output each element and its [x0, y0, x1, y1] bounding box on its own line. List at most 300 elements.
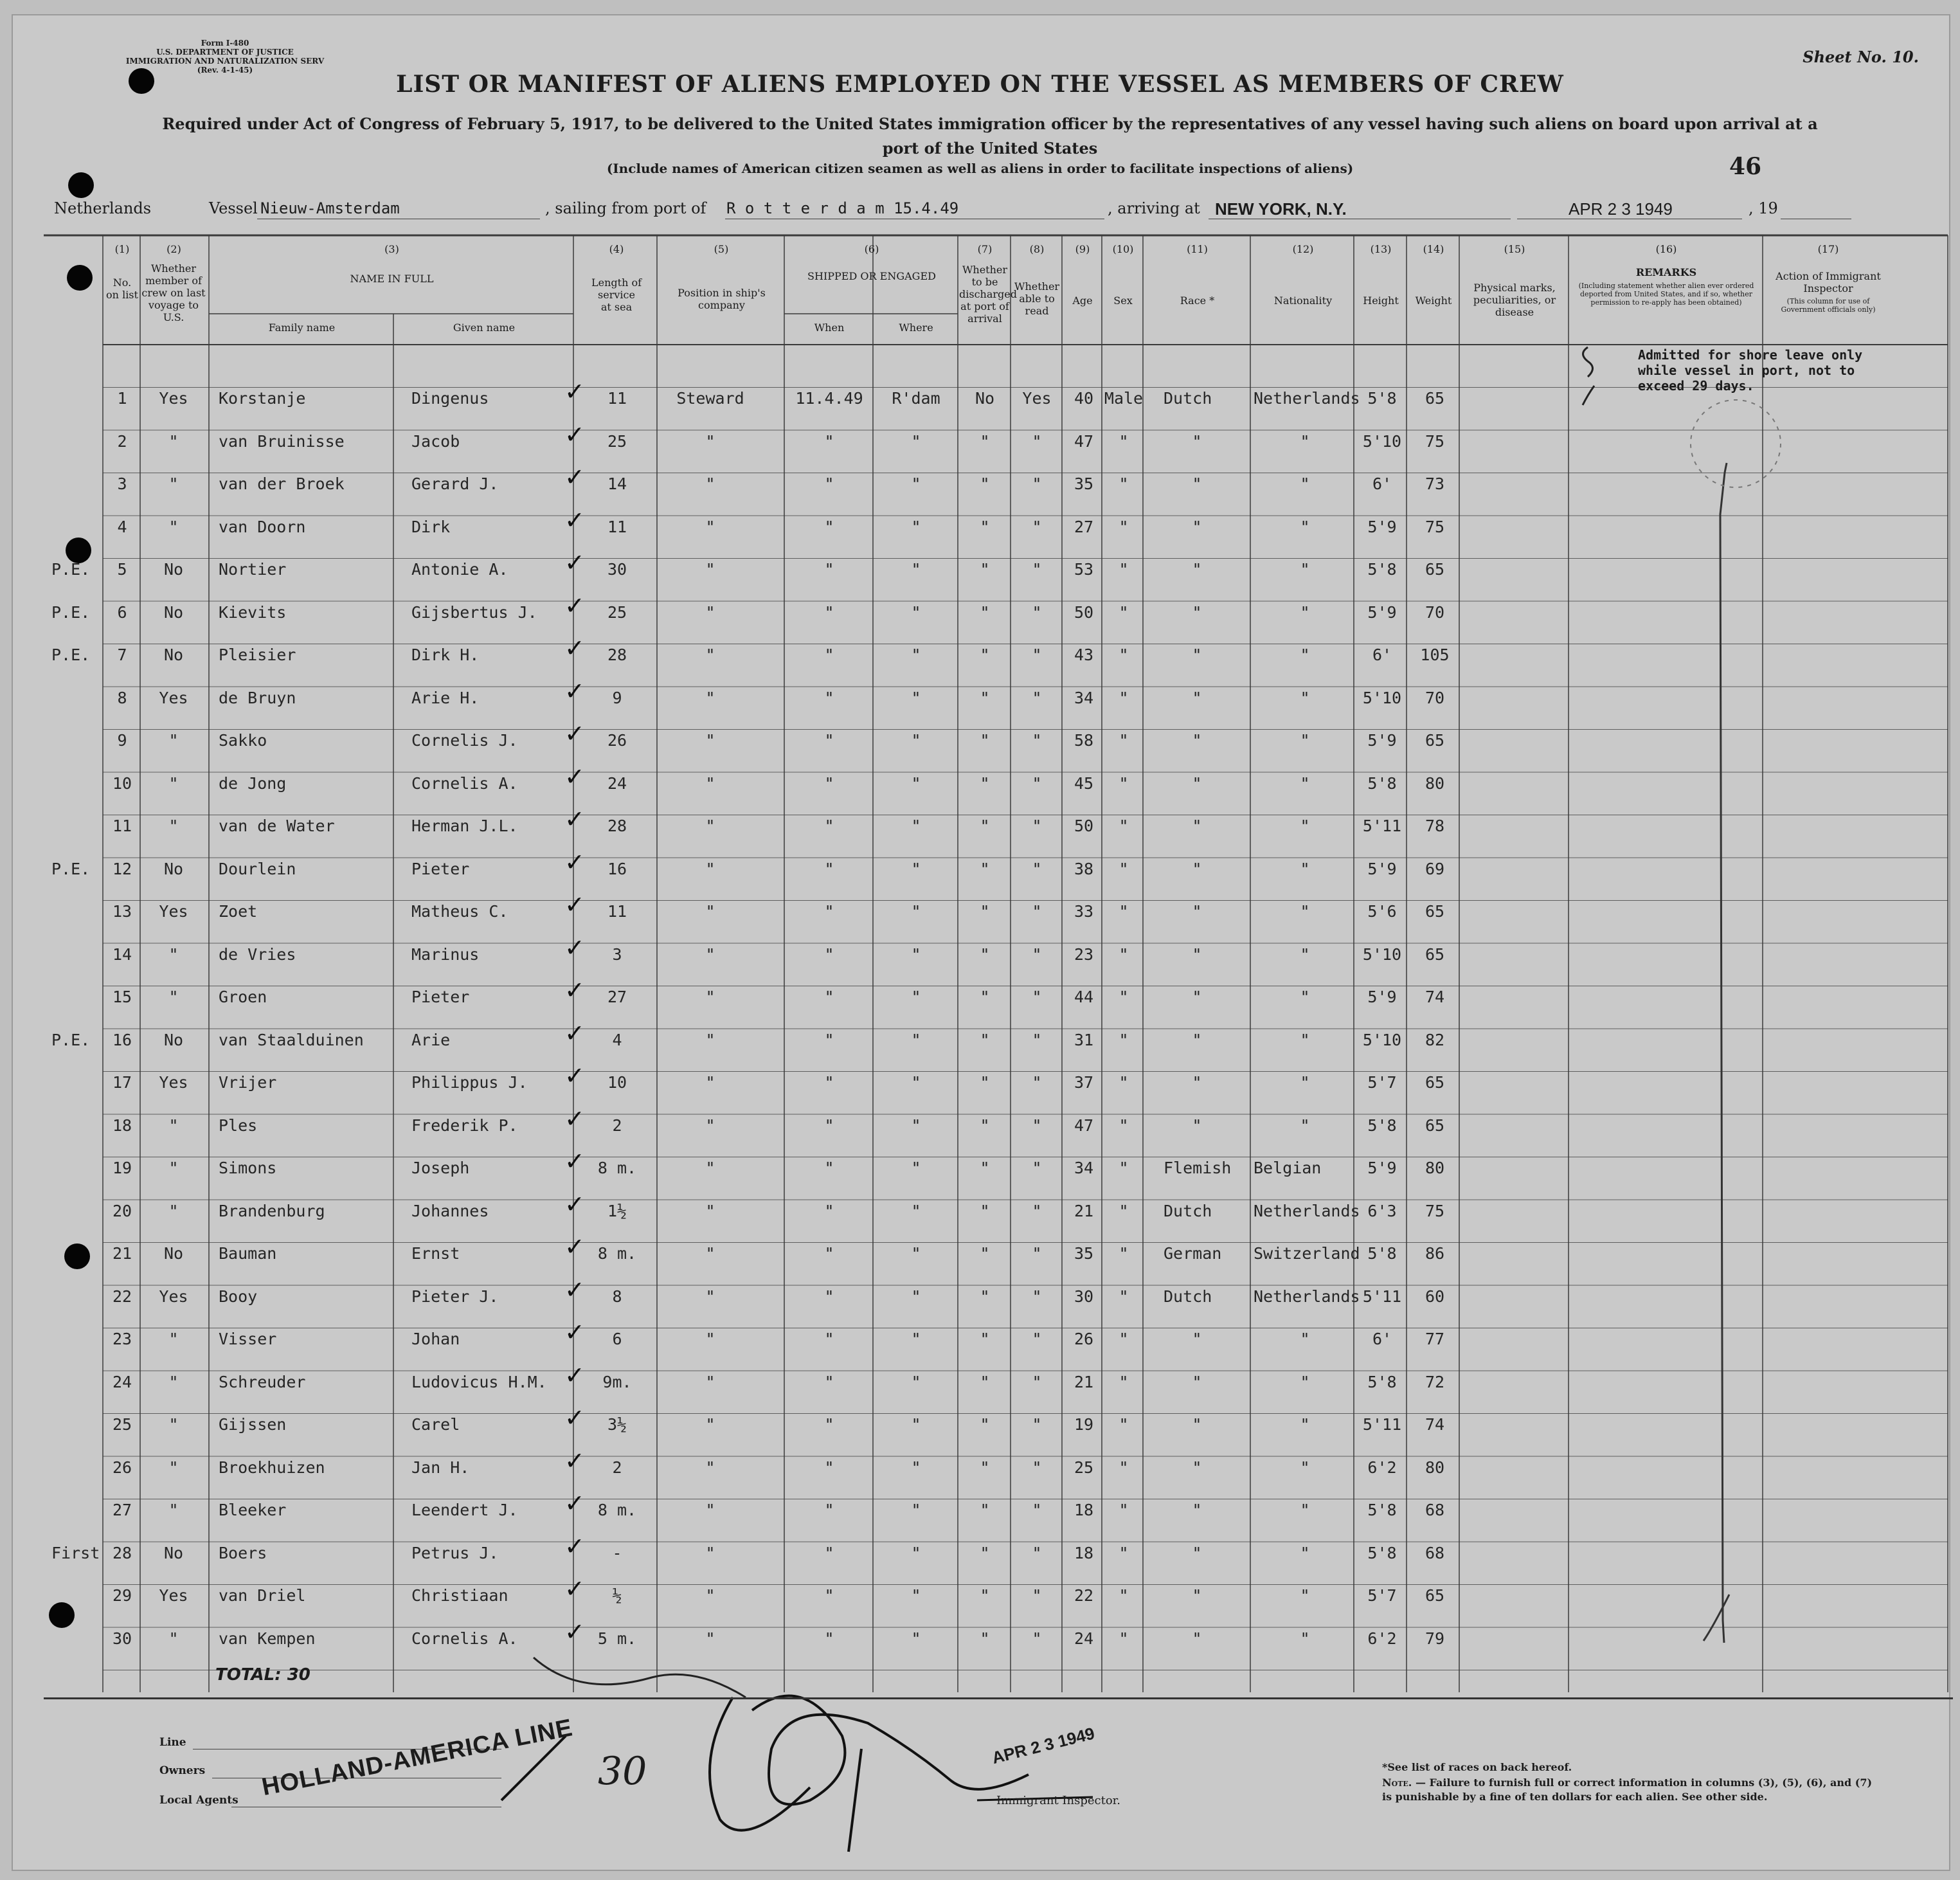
cell-read: "	[1032, 1543, 1042, 1562]
cell-no: 21	[112, 1244, 132, 1263]
department-name: U.S. DEPARTMENT OF JUSTICE	[156, 48, 294, 57]
cell-prev: "	[168, 517, 179, 536]
cell-nationality: "	[1300, 1629, 1310, 1648]
cell-service: 25	[607, 602, 627, 622]
cell-age: 45	[1074, 773, 1094, 793]
cell-no: 2	[117, 431, 127, 451]
cell-age: 43	[1074, 646, 1094, 664]
cell-family: Vrijer	[219, 1073, 277, 1092]
cell-age: 35	[1074, 1244, 1094, 1263]
cell-weight: 68	[1425, 1501, 1445, 1519]
cell-nationality: "	[1300, 688, 1310, 707]
cell-family: Zoet	[219, 902, 258, 921]
cell-when: "	[824, 1244, 834, 1263]
cell-no: 16	[112, 1030, 132, 1049]
cell-age: 18	[1074, 1543, 1094, 1562]
cell-discharged: "	[980, 1116, 990, 1135]
inspection-date-stamp: APR 2 3 1949	[990, 1723, 1097, 1768]
cell-weight: 60	[1425, 1287, 1445, 1306]
cell-discharged: "	[980, 475, 990, 493]
cell-weight: 65	[1425, 1116, 1445, 1135]
col-13-number: (13)	[1370, 243, 1392, 255]
cell-position: "	[705, 945, 715, 964]
col-8-number: (8)	[1029, 243, 1045, 255]
cell-where: "	[911, 1629, 921, 1648]
check-mark: ✓	[564, 1233, 585, 1261]
cell-service: 5 m.	[597, 1629, 637, 1648]
cell-nationality: "	[1300, 945, 1310, 964]
cell-discharged: "	[980, 1543, 990, 1562]
cell-discharged: "	[980, 773, 990, 793]
cell-discharged: "	[980, 1159, 990, 1177]
col-1-header: No. on list	[106, 276, 138, 301]
cell-service: 8 m.	[597, 1501, 637, 1519]
cell-family: van Bruinisse	[219, 431, 345, 451]
cell-service: 3	[612, 945, 622, 964]
cell-prev: No	[163, 1543, 184, 1562]
cell-height: 5'10	[1362, 688, 1402, 707]
cell-height: 5'11	[1362, 1287, 1402, 1306]
check-mark: ✓	[564, 1018, 585, 1047]
cell-family: Kievits	[219, 602, 287, 622]
cell-where: "	[911, 1244, 921, 1263]
cell-given: Johan	[411, 1330, 460, 1348]
service-name: IMMIGRATION AND NATURALIZATION SERV	[125, 57, 325, 66]
cell-discharged: "	[980, 1586, 990, 1605]
cell-where: "	[911, 1116, 921, 1135]
cell-nationality: "	[1300, 1330, 1310, 1348]
cell-age: 47	[1074, 431, 1094, 451]
cell-given: Arie	[411, 1030, 451, 1049]
col-4-header: Length of service at sea	[591, 276, 642, 313]
cell-prev: Yes	[159, 1287, 188, 1306]
cell-weight: 80	[1425, 1458, 1445, 1477]
cell-given: Arie H.	[411, 688, 480, 707]
cell-prev: "	[168, 945, 179, 964]
cell-no: 6	[117, 602, 127, 622]
cell-nationality: "	[1300, 731, 1310, 750]
given-name-header: Given name	[453, 321, 516, 334]
cell-read: "	[1032, 431, 1042, 451]
cell-read: "	[1032, 859, 1042, 878]
col-7-number: (7)	[977, 243, 993, 255]
cell-prev: "	[168, 1372, 179, 1391]
cell-family: Broekhuizen	[219, 1458, 325, 1477]
col-1-number: (1)	[114, 243, 130, 255]
cell-sex: "	[1119, 988, 1129, 1006]
cell-age: 37	[1074, 1073, 1094, 1092]
cell-when: "	[824, 731, 834, 750]
cell-height: 5'8	[1367, 1244, 1397, 1263]
cell-discharged: "	[980, 1073, 990, 1092]
family-name-header: Family name	[268, 321, 336, 334]
cell-family: Groen	[219, 988, 267, 1006]
cell-discharged: "	[980, 646, 990, 664]
cell-age: 30	[1074, 1287, 1094, 1306]
cell-when: "	[824, 688, 834, 707]
cell-height: 5'10	[1362, 431, 1402, 451]
cell-sex: "	[1119, 1372, 1129, 1391]
cell-height: 6'	[1372, 1330, 1392, 1348]
cell-weight: 65	[1425, 560, 1445, 579]
cell-given: Antonie A.	[411, 560, 508, 579]
cell-given: Pieter	[411, 859, 470, 878]
cell-service: 8 m.	[597, 1159, 637, 1177]
inspector-initials	[1583, 347, 1594, 405]
cell-height: 5'11	[1362, 1415, 1402, 1434]
cell-race: "	[1192, 431, 1202, 451]
check-mark: ✓	[564, 1446, 585, 1475]
cell-discharged: "	[980, 517, 990, 536]
cell-no: 19	[112, 1159, 132, 1177]
cell-service: 16	[607, 859, 627, 878]
cell-discharged: "	[980, 945, 990, 964]
cell-where: "	[911, 1372, 921, 1391]
cell-age: 27	[1074, 517, 1094, 536]
cell-discharged: "	[980, 817, 990, 835]
cell-pre: P.E.	[51, 560, 91, 579]
cell-sex: "	[1119, 1501, 1129, 1519]
cell-given: Johannes	[411, 1201, 489, 1220]
cell-read: "	[1032, 1586, 1042, 1605]
col-6-number: (6)	[864, 243, 879, 255]
cell-height: 6'	[1372, 475, 1392, 493]
cell-family: Booy	[219, 1287, 258, 1306]
cell-when: "	[824, 1372, 834, 1391]
cell-read: "	[1032, 1415, 1042, 1434]
cell-sex: "	[1119, 945, 1129, 964]
cell-given: Jan H.	[411, 1458, 470, 1477]
cell-where: "	[911, 1501, 921, 1519]
col-11-number: (11)	[1187, 243, 1208, 255]
cell-where: "	[911, 1543, 921, 1562]
check-mark: ✓	[564, 976, 585, 1004]
cell-given: Gijsbertus J.	[411, 602, 537, 622]
cell-position: "	[705, 817, 715, 835]
voyage-flag: Netherlands	[54, 199, 152, 217]
cell-read: "	[1032, 817, 1042, 835]
cell-where: "	[911, 1159, 921, 1177]
cell-no: 26	[112, 1458, 132, 1477]
cell-given: Cornelis J.	[411, 731, 518, 750]
cell-no: 14	[112, 945, 132, 964]
check-mark: ✓	[564, 847, 585, 876]
check-mark: ✓	[564, 676, 585, 705]
cell-sex: Male	[1104, 389, 1144, 408]
cell-age: 50	[1074, 817, 1094, 835]
cell-when: "	[824, 1159, 834, 1177]
cell-height: 6'2	[1367, 1458, 1397, 1477]
cell-race: "	[1192, 1458, 1202, 1477]
col-16-header: REMARKS	[1635, 266, 1697, 278]
cell-where: "	[911, 1030, 921, 1049]
cell-age: 33	[1074, 902, 1094, 921]
cell-race: "	[1192, 1543, 1202, 1562]
check-mark: ✓	[564, 719, 585, 748]
form-revision: (Rev. 4-1-45)	[197, 66, 253, 75]
cell-where: "	[911, 1458, 921, 1477]
cell-no: 23	[112, 1330, 132, 1348]
cell-when: "	[824, 1501, 834, 1519]
cell-family: Ples	[219, 1116, 258, 1135]
cell-family: Dourlein	[219, 859, 296, 878]
col-10-header: Sex	[1113, 294, 1133, 307]
cell-no: 8	[117, 688, 127, 707]
total-count: TOTAL: 30	[215, 1665, 310, 1685]
cell-nationality: "	[1300, 988, 1310, 1006]
cell-service: 14	[607, 475, 627, 493]
cell-race: "	[1192, 1030, 1202, 1049]
cell-service: 26	[607, 731, 627, 750]
check-mark: ✓	[564, 762, 585, 791]
page-number: 46	[1729, 153, 1762, 180]
cell-height: 5'10	[1362, 945, 1402, 964]
cell-service: 30	[607, 560, 627, 579]
cell-discharged: "	[980, 902, 990, 921]
cell-sex: "	[1119, 817, 1129, 835]
cell-position: "	[705, 1287, 715, 1306]
cell-service: 9	[612, 688, 622, 707]
when-header: When	[814, 321, 845, 334]
cell-no: 28	[112, 1543, 132, 1562]
cell-weight: 79	[1425, 1629, 1445, 1648]
col-13-header: Height	[1363, 294, 1399, 307]
cell-when: "	[824, 1030, 834, 1049]
cell-given: Matheus C.	[411, 902, 508, 921]
cell-discharged: "	[980, 1372, 990, 1391]
check-mark: ✓	[564, 1532, 585, 1560]
cell-family: de Jong	[219, 773, 287, 793]
cell-age: 38	[1074, 859, 1094, 878]
cell-age: 24	[1074, 1629, 1094, 1648]
cell-service: 9m.	[602, 1372, 632, 1391]
cell-read: "	[1032, 1030, 1042, 1049]
cell-family: Gijssen	[219, 1415, 287, 1434]
cell-age: 53	[1074, 560, 1094, 579]
cell-sex: "	[1119, 1458, 1129, 1477]
cell-read: "	[1032, 602, 1042, 622]
cell-family: van Driel	[219, 1586, 306, 1605]
cell-nationality: "	[1300, 517, 1310, 536]
cell-discharged: "	[980, 560, 990, 579]
cell-weight: 65	[1425, 731, 1445, 750]
cell-position: "	[705, 1330, 715, 1348]
cell-height: 5'9	[1367, 731, 1397, 750]
col-12-header: Nationality	[1273, 294, 1333, 307]
cell-nationality: "	[1300, 1458, 1310, 1477]
cell-weight: 78	[1425, 817, 1445, 835]
col-9-header: Age	[1072, 294, 1093, 307]
cell-service: 3½	[607, 1415, 627, 1434]
cell-no: 11	[112, 817, 132, 835]
cell-no: 25	[112, 1415, 132, 1434]
cell-given: Cornelis A.	[411, 1629, 518, 1648]
cell-no: 17	[112, 1073, 132, 1092]
cell-when: "	[824, 1415, 834, 1434]
cell-prev: No	[163, 560, 184, 579]
check-mark: ✓	[564, 1617, 585, 1646]
cell-discharged: "	[980, 1330, 990, 1348]
cell-service: 11	[607, 389, 627, 408]
cell-weight: 65	[1425, 389, 1445, 408]
cell-where: "	[911, 475, 921, 493]
cell-race: Flemish	[1164, 1159, 1232, 1177]
cell-prev: Yes	[159, 1073, 188, 1092]
cell-sex: "	[1119, 431, 1129, 451]
cell-family: Pleisier	[219, 646, 296, 664]
cell-height: 5'8	[1367, 1543, 1397, 1562]
cell-age: 40	[1074, 389, 1094, 408]
cell-no: 4	[117, 517, 127, 536]
cell-family: Bleeker	[219, 1501, 287, 1519]
cell-race: "	[1192, 475, 1202, 493]
cell-sex: "	[1119, 646, 1129, 664]
cell-where: "	[911, 1330, 921, 1348]
cell-discharged: "	[980, 1458, 990, 1477]
col-9-number: (9)	[1075, 243, 1090, 255]
cell-discharged: No	[975, 389, 995, 408]
cell-weight: 77	[1425, 1330, 1445, 1348]
cell-where: "	[911, 646, 921, 664]
cell-position: "	[705, 1372, 715, 1391]
cell-prev: "	[168, 1159, 179, 1177]
cell-where: "	[911, 560, 921, 579]
cell-position: "	[705, 1073, 715, 1092]
cell-given: Dingenus	[411, 389, 489, 408]
cell-given: Cornelis A.	[411, 773, 518, 793]
check-mark: ✓	[564, 463, 585, 491]
cell-prev: No	[163, 859, 184, 878]
cell-age: 50	[1074, 602, 1094, 622]
cell-race: Dutch	[1164, 1287, 1212, 1306]
cell-read: "	[1032, 902, 1042, 921]
col-2-header: Whether member of crew on last voyage to U.S.	[141, 262, 206, 323]
cell-weight: 65	[1425, 945, 1445, 964]
cell-height: 6'2	[1367, 1629, 1397, 1648]
cell-discharged: "	[980, 731, 990, 750]
departure-port: R o t t e r d a m 15.4.49	[726, 199, 959, 217]
cell-race: "	[1192, 945, 1202, 964]
cell-given: Philippus J.	[411, 1073, 528, 1092]
cell-given: Gerard J.	[411, 475, 499, 493]
cell-where: "	[911, 1415, 921, 1434]
col-6-header: SHIPPED OR ENGAGED	[807, 270, 936, 282]
col-16-subheader: (Including statement whether alien ever ordered deported from United States, and if so, whether permission to re-apply has been obtained)	[1578, 282, 1754, 307]
check-mark: ✓	[564, 1575, 585, 1603]
cell-family: Korstanje	[219, 389, 306, 408]
cell-read: "	[1032, 1116, 1042, 1135]
cell-family: Schreuder	[219, 1372, 306, 1391]
cell-service: 27	[607, 988, 627, 1006]
check-mark: ✓	[564, 933, 585, 962]
cell-no: 20	[112, 1201, 132, 1220]
cell-race: "	[1192, 1629, 1202, 1648]
cell-read: Yes	[1022, 389, 1052, 408]
cell-age: 22	[1074, 1586, 1094, 1605]
col-14-header: Weight	[1415, 294, 1452, 307]
col-3-number: (3)	[384, 243, 399, 255]
cell-prev: Yes	[159, 688, 188, 707]
inspection-stamp	[1691, 400, 1781, 487]
cell-weight: 86	[1425, 1244, 1445, 1263]
cell-position: "	[705, 1159, 715, 1177]
local-agents-label: Local Agents	[159, 1794, 238, 1807]
cell-nationality: Netherlands	[1254, 1201, 1360, 1220]
cell-height: 6'	[1372, 646, 1392, 664]
cell-race: "	[1192, 817, 1202, 835]
cell-no: 27	[112, 1501, 132, 1519]
cell-when: "	[824, 646, 834, 664]
cell-position: "	[705, 688, 715, 707]
cell-given: Pieter J.	[411, 1287, 499, 1306]
cell-read: "	[1032, 1287, 1042, 1306]
cell-race: Dutch	[1164, 389, 1212, 408]
cell-when: "	[824, 1073, 834, 1092]
col-3-header: NAME IN FULL	[350, 273, 434, 285]
cell-prev: Yes	[159, 1586, 188, 1605]
cell-discharged: "	[980, 1244, 990, 1263]
cell-race: "	[1192, 688, 1202, 707]
cell-prev: Yes	[159, 389, 188, 408]
cell-no: 1	[117, 389, 127, 408]
cell-read: "	[1032, 1330, 1042, 1348]
cell-sex: "	[1119, 602, 1129, 622]
cell-sex: "	[1119, 1116, 1129, 1135]
cell-service: 28	[607, 646, 627, 664]
col-14-number: (14)	[1423, 243, 1444, 255]
cell-where: "	[911, 859, 921, 878]
cell-height: 5'8	[1367, 1501, 1397, 1519]
holland-america-stamp: HOLLAND-AMERICA LINE	[260, 1714, 575, 1802]
cell-position: "	[705, 517, 715, 536]
cell-race: "	[1192, 859, 1202, 878]
cell-when: "	[824, 517, 834, 536]
cell-position: "	[705, 731, 715, 750]
cell-position: "	[705, 1586, 715, 1605]
cell-read: "	[1032, 1201, 1042, 1220]
cell-given: Pieter	[411, 988, 470, 1006]
penalty-note: Note. — Failure to furnish full or correct information in columns (3), (5), (6), and (7) is punishable by a fine of ten dollars for each alien. See other side.	[1382, 1776, 1873, 1803]
cell-sex: "	[1119, 1073, 1129, 1092]
cell-race: "	[1192, 602, 1202, 622]
cell-race: "	[1192, 731, 1202, 750]
cell-where: "	[911, 1287, 921, 1306]
cell-service: 6	[612, 1330, 622, 1348]
arrival-port: NEW YORK, N.Y.	[1215, 199, 1347, 219]
cell-weight: 65	[1425, 1586, 1445, 1605]
cell-prev: "	[168, 817, 179, 835]
cell-pre: P.E.	[51, 859, 91, 878]
cell-where: "	[911, 1073, 921, 1092]
cell-age: 18	[1074, 1501, 1094, 1519]
cell-nationality: "	[1300, 646, 1310, 664]
cell-when: "	[824, 431, 834, 451]
cell-pre: P.E.	[51, 1030, 91, 1049]
cell-family: van Doorn	[219, 517, 306, 536]
cell-nationality: "	[1300, 1543, 1310, 1562]
cell-read: "	[1032, 988, 1042, 1006]
cell-read: "	[1032, 773, 1042, 793]
cell-read: "	[1032, 1244, 1042, 1263]
check-mark: ✓	[564, 1147, 585, 1175]
cell-prev: "	[168, 773, 179, 793]
cell-sex: "	[1119, 1543, 1129, 1562]
cell-height: 5'7	[1367, 1073, 1397, 1092]
cell-sex: "	[1119, 688, 1129, 707]
col-8-header: Whether able to read	[1014, 280, 1060, 317]
cell-age: 21	[1074, 1201, 1094, 1220]
cell-where: "	[911, 1586, 921, 1605]
